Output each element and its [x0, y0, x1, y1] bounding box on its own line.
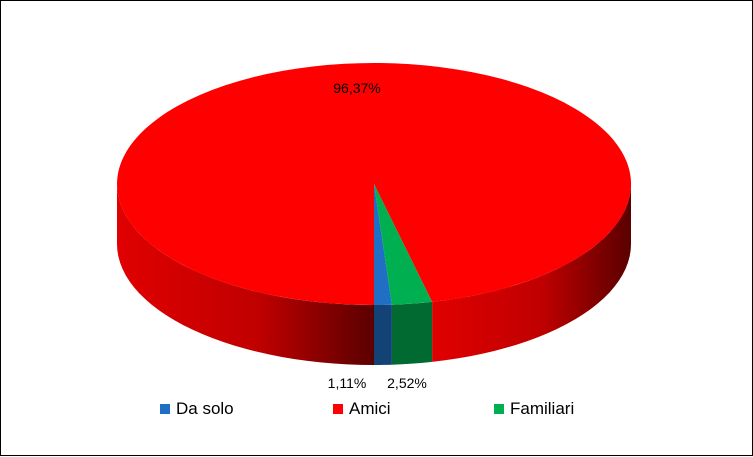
legend-item-da-solo: [160, 399, 234, 419]
legend-label-amici: Amici: [349, 399, 391, 418]
legend-item-amici: [333, 399, 391, 419]
legend-swatch-familiari: [494, 404, 504, 414]
legend: [1, 399, 753, 423]
pie-chart: [1, 1, 753, 457]
legend-item-familiari: [494, 399, 574, 419]
pie-side-da-solo: [374, 305, 392, 365]
data-label-amici: 96,37%: [333, 80, 381, 96]
legend-label-familiari: Familiari: [510, 399, 575, 418]
data-label-familiari: 2,52%: [387, 375, 427, 391]
pie-top: [117, 63, 631, 305]
legend-swatch-da-solo: [160, 404, 170, 414]
data-label-da-solo: 1,11%: [327, 375, 367, 391]
pie-side-familiari: [392, 302, 432, 365]
legend-swatch-amici: [333, 404, 343, 414]
legend-label-da-solo: Da solo: [176, 399, 234, 418]
